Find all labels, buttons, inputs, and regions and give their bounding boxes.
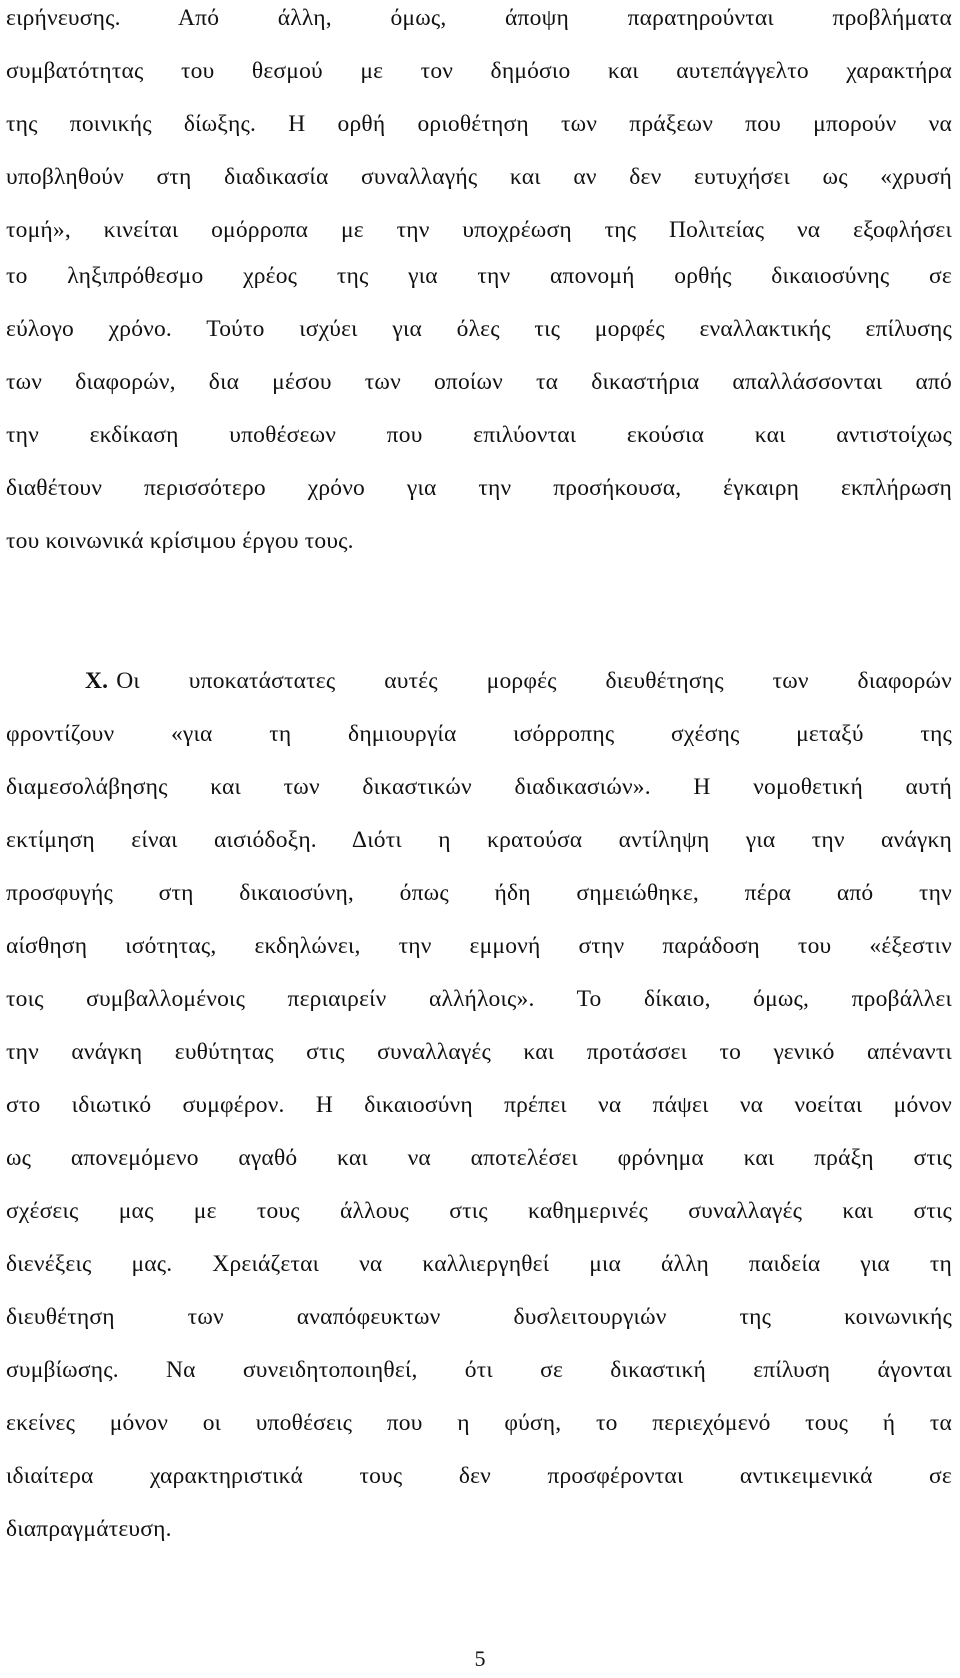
text-line: εύλογο χρόνο. Τούτο ισχύει για όλες τις μορφές εναλλακτικής επίλυσης: [6, 316, 952, 342]
text-line: ιδιαίτερα χαρακτηριστικά τους δεν προσφέρονται αντικειμενικά σε: [6, 1463, 952, 1489]
text-line: εκτίμηση είναι αισιόδοξη. Διότι η κρατούσα αντίληψη για την ανάγκη: [6, 827, 952, 853]
text-line: φροντίζουν «για τη δημιουργία ισόρροπης σχέσης μεταξύ της: [6, 721, 952, 747]
text-line: διενέξεις μας. Χρειάζεται να καλλιεργηθεί μια άλλη παιδεία για τη: [6, 1251, 952, 1277]
text-line: του κοινωνικά κρίσιμου έργου τους.: [6, 528, 354, 554]
text-line: συμβατότητας του θεσμού με τον δημόσιο και αυτεπάγγελτο χαρακτήρα: [6, 58, 952, 84]
text-line: υποβληθούν στη διαδικασία συναλλαγής και αν δεν ευτυχήσει ως «χρυσή: [6, 164, 952, 190]
text-line: ως απονεμόμενο αγαθό και να αποτελέσει φρόνημα και πράξη στις: [6, 1145, 952, 1171]
text-line: συμβίωσης. Να συνειδητοποιηθεί, ότι σε δικαστική επίλυση άγονται: [6, 1357, 952, 1383]
text-line: την ανάγκη ευθύτητας στις συναλλαγές και προτάσσει το γενικό απέναντι: [6, 1039, 952, 1065]
text-line: των διαφορών, δια μέσου των οποίων τα δικαστήρια απαλλάσσονται από: [6, 369, 952, 395]
text-line: την εκδίκαση υποθέσεων που επιλύονται εκούσια και αντιστοίχως: [6, 422, 952, 448]
text-line: τοις συμβαλλομένοις περιαιρείν αλλήλοις». Το δίκαιο, όμως, προβάλλει: [6, 986, 952, 1012]
text-line: αίσθηση ισότητας, εκδηλώνει, την εμμονή στην παράδοση του «έξεστιν: [6, 933, 952, 959]
text-line: σχέσεις μας με τους άλλους στις καθημερινές συναλλαγές και στις: [6, 1198, 952, 1224]
text-line: εκείνες μόνον οι υποθέσεις που η φύση, το περιεχόμενό τους ή τα: [6, 1410, 952, 1436]
text-line: Οι υποκατάστατες αυτές μορφές διευθέτησης των διαφορών: [116, 668, 952, 694]
text-line: προσφυγής στη δικαιοσύνη, όπως ήδη σημειώθηκε, πέρα από την: [6, 880, 952, 906]
numbered-first-line: [85, 666, 952, 696]
text-line: διευθέτηση των αναπόφευκτων δυσλειτουργιών της κοινωνικής: [6, 1304, 952, 1330]
text-line: της ποινικής δίωξης. Η ορθή οριοθέτηση των πράξεων που μπορούν να: [6, 111, 952, 137]
text-line: διαπραγμάτευση.: [6, 1516, 172, 1542]
paragraph-number: X.: [85, 668, 109, 694]
page-number: 5: [474, 1646, 486, 1671]
text-line: στο ιδιωτικό συμφέρον. Η δικαιοσύνη πρέπει να πάψει να νοείται μόνον: [6, 1092, 952, 1118]
text-line: ειρήνευσης. Από άλλη, όμως, άποψη παρατηρούνται προβλήματα: [6, 5, 952, 31]
text-line: διαμεσολάβησης και των δικαστικών διαδικασιών». Η νομοθετική αυτή: [6, 774, 952, 800]
text-line: το ληξιπρόθεσμο χρέος της για την απονομή ορθής δικαιοσύνης σε: [6, 263, 952, 289]
text-line: διαθέτουν περισσότερο χρόνο για την προσήκουσα, έγκαιρη εκπλήρωση: [6, 475, 952, 501]
text-line: τομή», κινείται ομόρροπα με την υποχρέωση της Πολιτείας να εξοφλήσει: [6, 217, 952, 243]
